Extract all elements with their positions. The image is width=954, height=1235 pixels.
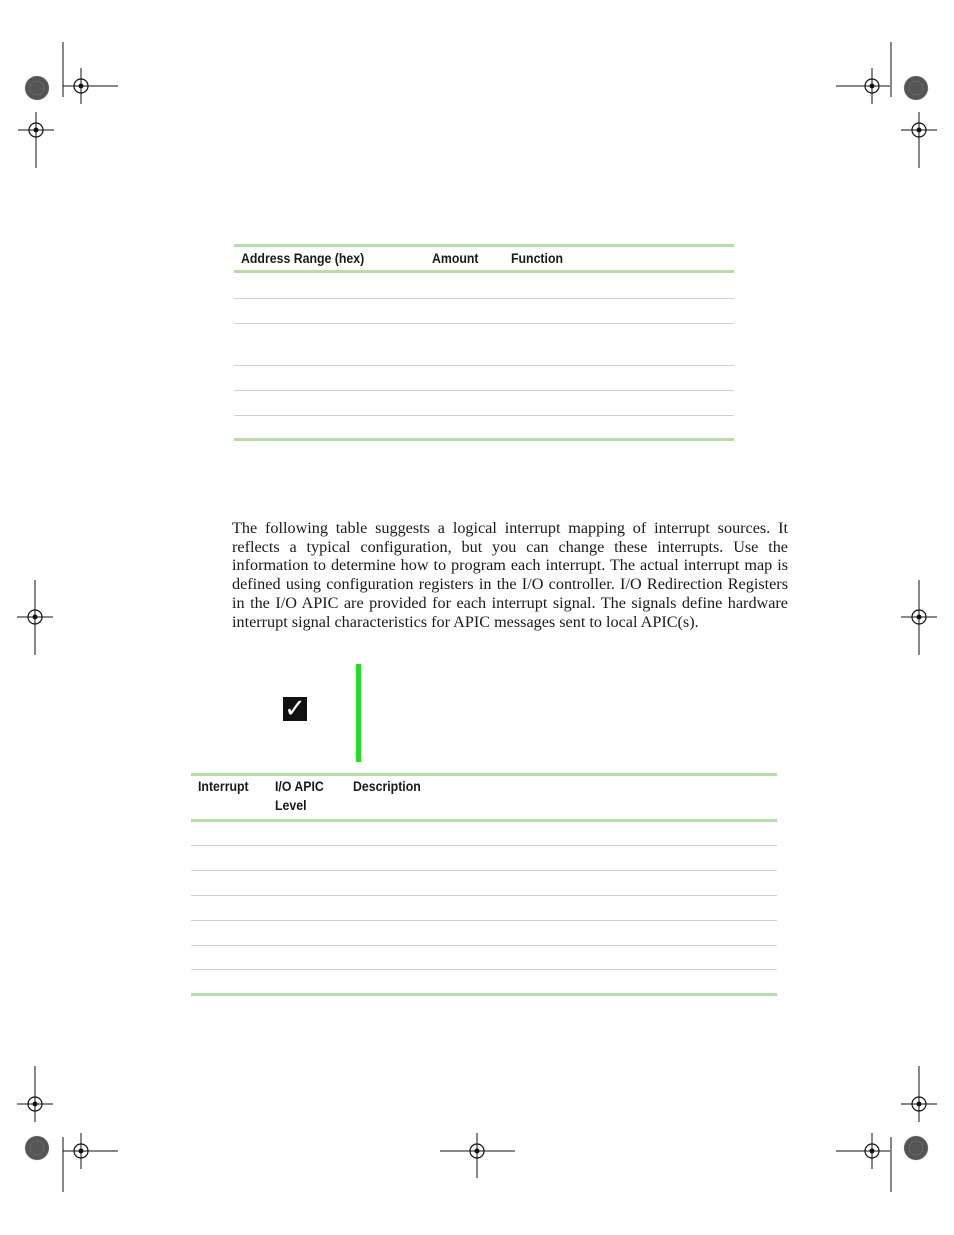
header-io-apic-line2: Level <box>275 797 307 813</box>
table-row-divider <box>191 945 777 946</box>
checkmark-icon: ✓ <box>284 694 306 724</box>
table-row-divider <box>191 895 777 896</box>
header-interrupt: Interrupt <box>198 778 249 794</box>
table-bottom-rule <box>191 993 777 996</box>
table-row-divider <box>191 920 777 921</box>
table-top-rule <box>191 773 777 776</box>
table-header-rule <box>191 819 777 822</box>
header-io-apic-line1: I/O APIC <box>275 778 324 794</box>
header-amount: Amount <box>432 250 479 266</box>
table-header-rule <box>234 270 734 273</box>
note-bar <box>356 664 361 762</box>
table-row-divider <box>191 845 777 846</box>
table-row-divider <box>234 390 734 391</box>
table-top-rule <box>234 244 734 247</box>
body-paragraph: The following table suggests a logical interrupt mapping of interrupt sources. It reflects a typical configuration, but you can change these interrupts. Use the information to determine how to program each interrupt. The actual interrupt map is defined using configuration registers in the I/O controller. I/O Redirection Registers in the I/O APIC are provided for each interrupt signal. The signals define hardware interrupt signal characteristics for APIC messages sent to local APIC(s). <box>232 519 788 631</box>
table-row-divider <box>234 298 734 299</box>
table-row-divider <box>191 870 777 871</box>
table-row-divider <box>234 365 734 366</box>
table-row-divider <box>191 969 777 970</box>
header-address-range: Address Range (hex) <box>241 250 365 266</box>
table-row-divider <box>234 415 734 416</box>
table-bottom-rule <box>234 438 734 441</box>
header-io-apic-level <box>275 777 324 815</box>
header-description: Description <box>353 778 421 794</box>
table-row-divider <box>234 323 734 324</box>
header-function: Function <box>511 250 564 266</box>
